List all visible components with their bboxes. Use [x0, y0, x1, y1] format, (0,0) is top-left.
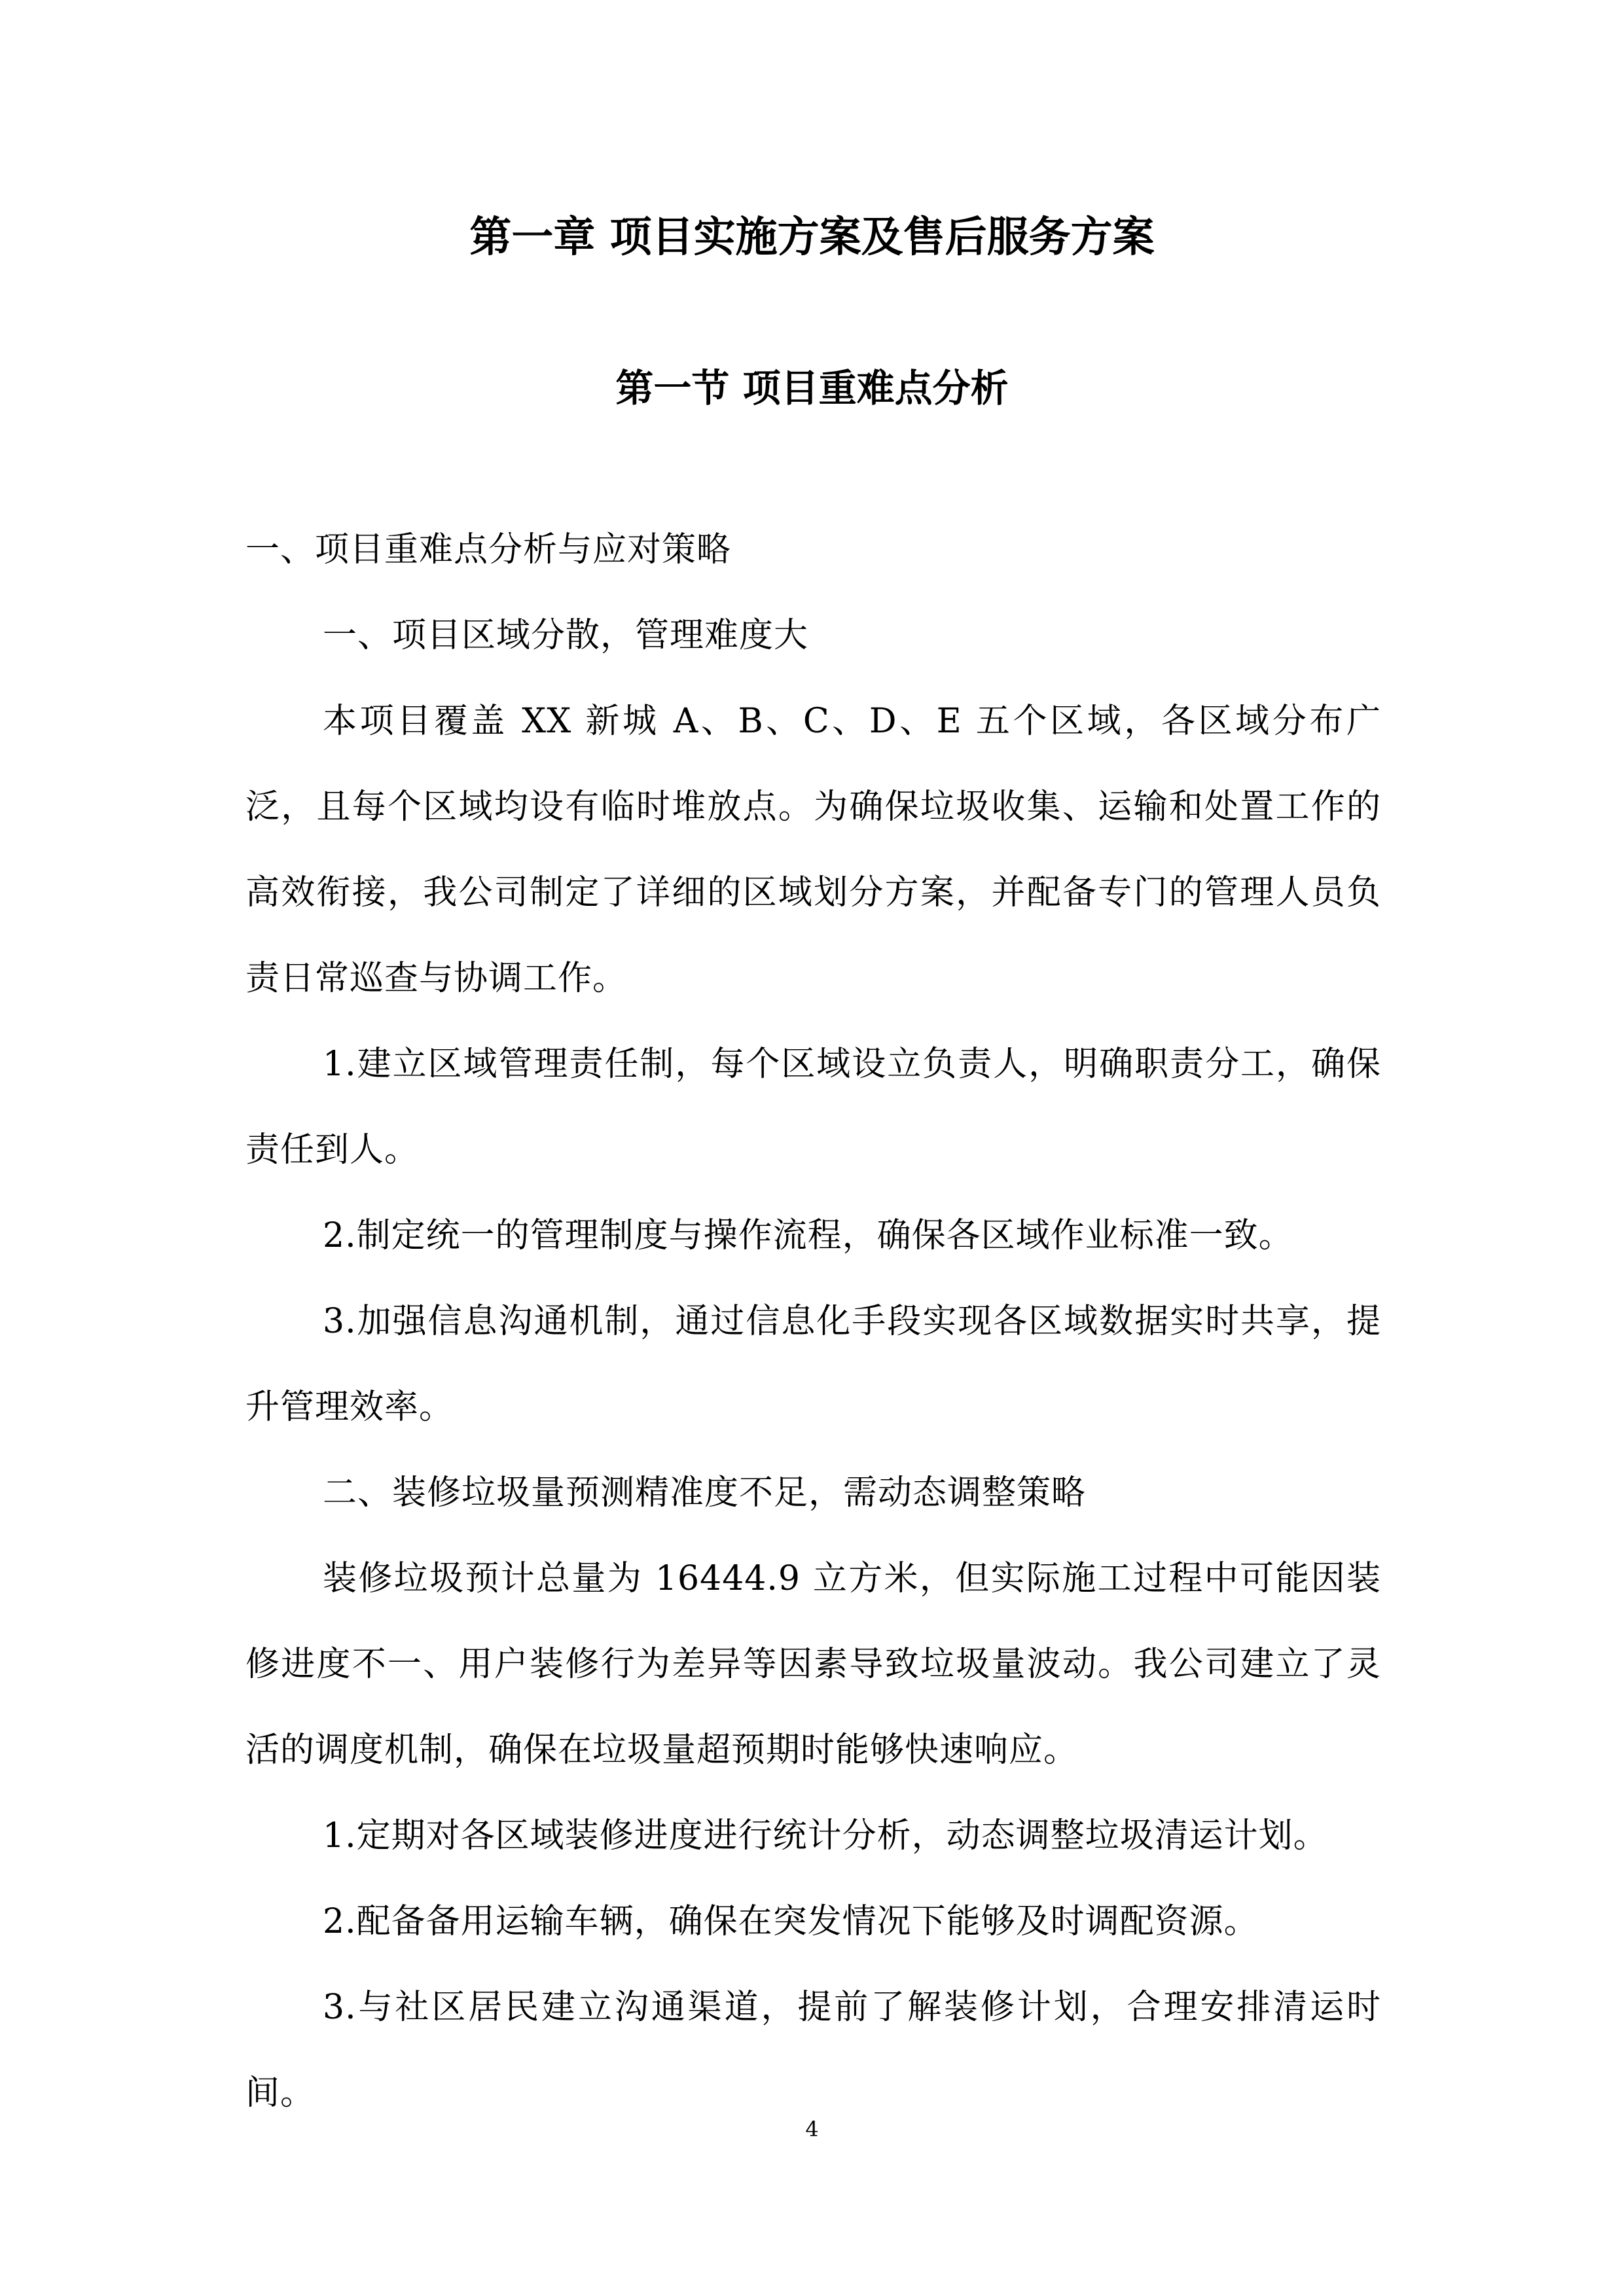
section-title: 第一节 项目重难点分析 — [615, 366, 1009, 410]
list-item: 1.定期对各区域装修进度进行统计分析，动态调整垃圾清运计划。 — [323, 1816, 1328, 1856]
subsection-heading: 一、项目重难点分析与应对策略 — [245, 530, 732, 569]
list-item: 1.建立区域管理责任制，每个区域设立负责人，明确职责分工，确保责任到人。 — [245, 1045, 1381, 1170]
body-paragraph: 本项目覆盖 XX 新城 A、B、C、D、E 五个区域，各区域分布广泛，且每个区域均设有临时堆放点。为确保垃圾收集、运输和处置工作的高效衔接，我公司制定了详细的区域划分方案，并配备专门的管理人员负责日常巡查与协调工作。 — [245, 702, 1381, 998]
list-item: 3.加强信息沟通机制，通过信息化手段实现各区域数据实时共享，提升管理效率。 — [245, 1302, 1381, 1427]
body-paragraph: 装修垃圾预计总量为 16444.9 立方米，但实际施工过程中可能因装修进度不一、用户装修行为差异等因素导致垃圾量波动。我公司建立了灵活的调度机制，确保在垃圾量超预期时能够快速响应。 — [245, 1559, 1381, 1770]
list-item: 3.与社区居民建立沟通渠道，提前了解装修计划，合理安排清运时间。 — [245, 1988, 1381, 2113]
chapter-title: 第一章 项目实施方案及售后服务方案 — [469, 213, 1155, 262]
point-heading: 一、项目区域分散，管理难度大 — [323, 616, 809, 655]
list-item: 2.制定统一的管理制度与操作流程，确保各区域作业标准一致。 — [323, 1216, 1293, 1255]
list-item: 2.配备备用运输车辆，确保在突发情况下能够及时调配资源。 — [323, 1902, 1259, 1941]
point-heading: 二、装修垃圾量预测精准度不足，需动态调整策略 — [323, 1473, 1087, 1513]
page-number: 4 — [805, 2117, 819, 2142]
document-body — [245, 507, 1381, 2136]
